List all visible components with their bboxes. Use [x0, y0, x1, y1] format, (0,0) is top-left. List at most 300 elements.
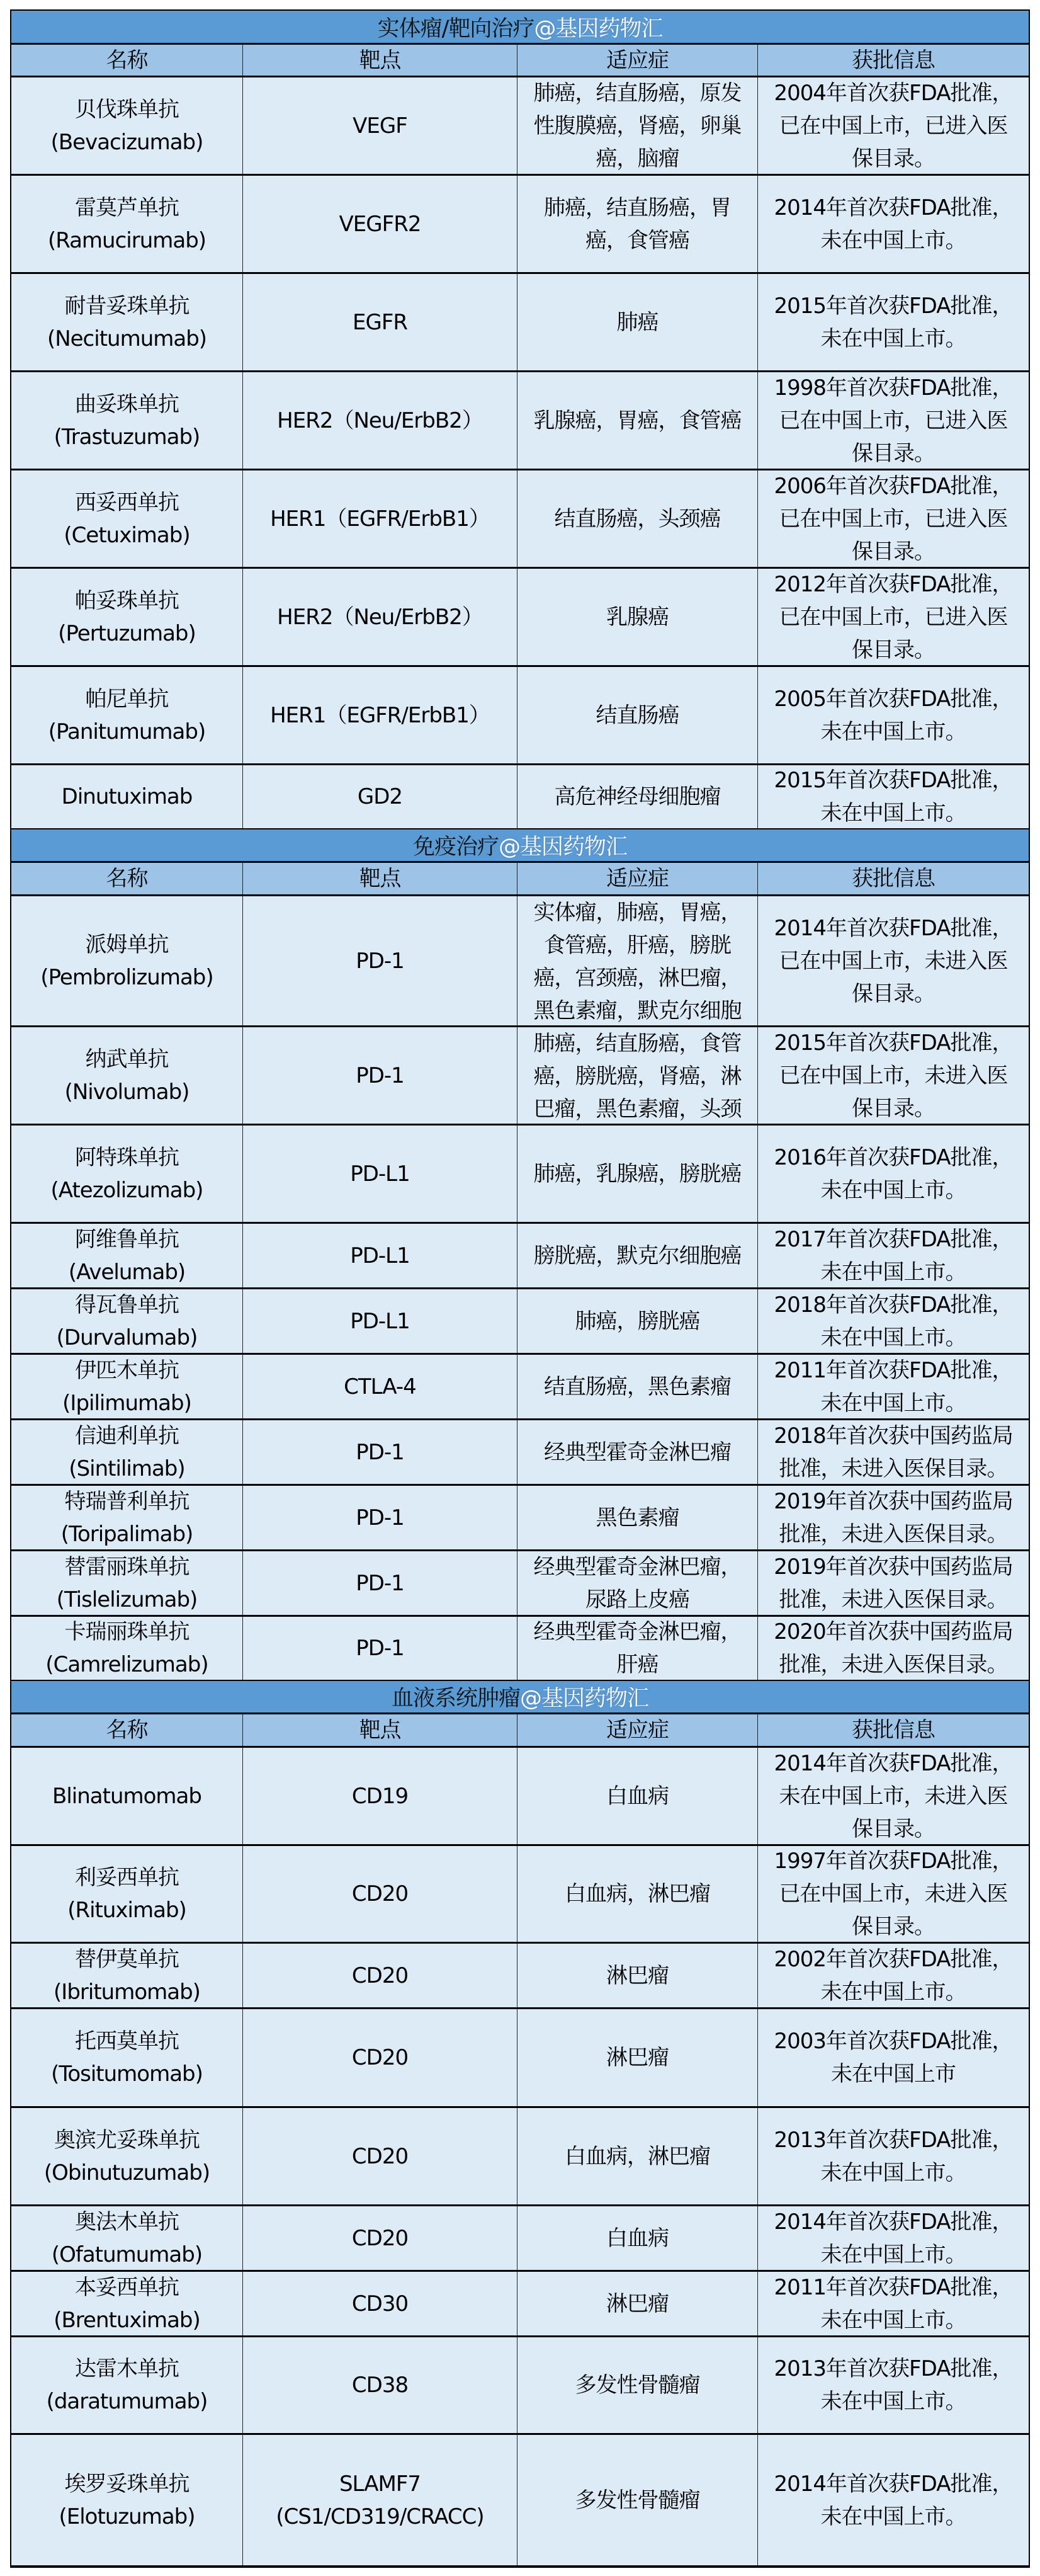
- cell-text-line: 2013年首次获FDA批准，: [774, 2356, 1013, 2381]
- indication-cell: [517, 1551, 757, 1615]
- name-cell: [11, 2206, 242, 2270]
- approval-cell: [757, 372, 1029, 469]
- watermark-text: @基因药物汇: [499, 835, 628, 860]
- name-cell: [11, 1846, 242, 1942]
- cell-text-line: 未在中国上市。: [820, 2307, 966, 2333]
- cell-text-line: 2006年首次获FDA批准，: [774, 473, 1013, 499]
- cell-text-line: 保目录。: [852, 1914, 935, 1939]
- cell-text-line: 淋巴瘤: [606, 2045, 669, 2070]
- indication-cell: [517, 372, 757, 469]
- cell-text-line: (Necitumumab): [47, 326, 207, 351]
- name-cell: [11, 1486, 242, 1549]
- cell-text-line: 2016年首次获FDA批准，: [774, 1144, 1013, 1170]
- target-cell: [242, 896, 517, 1025]
- table-row: [11, 1615, 1029, 1680]
- cell-text-line: PD-L1: [350, 1243, 410, 1268]
- target-cell: [242, 1617, 517, 1680]
- table-row: [11, 2433, 1029, 2565]
- table-section: [11, 828, 1029, 1680]
- indication-cell: [517, 1355, 757, 1418]
- cell-text-line: 未在中国上市。: [820, 1259, 966, 1285]
- watermark-text: @基因药物汇: [534, 16, 663, 42]
- approval-cell: [757, 2206, 1029, 2270]
- cell-text-line: 2014年首次获FDA批准，: [774, 1750, 1013, 1776]
- cell-text-line: 肺癌，膀胱癌: [575, 1308, 700, 1334]
- cell-text-line: 阿维鲁单抗: [75, 1226, 179, 1252]
- cell-text-line: 2020年首次获中国药监局: [774, 1619, 1013, 1644]
- cell-text-line: VEGF: [353, 113, 407, 139]
- cell-text-line: 保目录。: [852, 637, 935, 663]
- target-cell: [242, 372, 517, 469]
- table-row: [11, 1844, 1029, 1942]
- cell-text-line: (Sintilimab): [69, 1456, 185, 1481]
- cell-text-line: 食管癌，肝癌，膀胱: [544, 933, 731, 958]
- cell-text-line: (daratumumab): [46, 2389, 208, 2414]
- column-header: 获批信息: [757, 863, 1029, 894]
- cell-text-line: 经典型霍奇金淋巴瘤: [544, 1439, 731, 1465]
- table-row: [11, 1025, 1029, 1124]
- name-cell: [11, 372, 242, 469]
- name-cell: [11, 1944, 242, 2007]
- cell-text-line: 2015年首次获FDA批准，: [774, 1030, 1013, 1056]
- name-cell: [11, 1420, 242, 1484]
- cell-text-line: HER1（EGFR/ErbB1）: [270, 702, 490, 728]
- cell-text-line: 未在中国上市。: [820, 326, 966, 351]
- name-cell: [11, 77, 242, 174]
- name-cell: [11, 274, 242, 370]
- table-row: [11, 2204, 1029, 2270]
- approval-cell: [757, 1355, 1029, 1418]
- cell-text-line: 保目录。: [852, 145, 935, 171]
- name-cell: [11, 1748, 242, 1844]
- table-bottom-border: [11, 2565, 1029, 2568]
- cell-text-line: 膀胱癌，默克尔细胞癌: [533, 1243, 742, 1268]
- table-row: [11, 1222, 1029, 1287]
- target-cell: [242, 176, 517, 272]
- table-row: [11, 1124, 1029, 1222]
- indication-cell: [517, 2009, 757, 2106]
- cell-text-line: 经典型霍奇金淋巴瘤，: [533, 1619, 742, 1644]
- cell-text-line: 未在中国上市: [831, 2061, 956, 2087]
- cell-text-line: 癌，食管癌: [585, 227, 689, 253]
- indication-cell: [517, 1126, 757, 1222]
- indication-cell: [517, 1617, 757, 1680]
- cell-text-line: 2014年首次获FDA批准，: [774, 915, 1013, 941]
- name-cell: [11, 2337, 242, 2433]
- cell-text-line: 高危神经母细胞瘤: [554, 784, 721, 809]
- cell-text-line: 保目录。: [852, 539, 935, 564]
- approval-cell: [757, 274, 1029, 370]
- cell-text-line: 肺癌，结直肠癌，食管: [533, 1031, 742, 1056]
- cell-text-line: (Camrelizumab): [45, 1652, 208, 1677]
- target-cell: [242, 1289, 517, 1353]
- indication-cell: [517, 1846, 757, 1942]
- table-row: [11, 174, 1029, 272]
- name-cell: [11, 1224, 242, 1287]
- table-section: [11, 9, 1029, 828]
- cell-text-line: 本妥西单抗: [75, 2274, 179, 2300]
- cell-text-line: 批准，未进入医保目录。: [779, 1652, 1008, 1677]
- column-header: 适应症: [517, 863, 757, 894]
- cell-text-line: (CS1/CD319/CRACC): [276, 2504, 484, 2529]
- indication-cell: [517, 274, 757, 370]
- cell-text-line: 癌，脑瘤: [596, 145, 679, 171]
- column-header: 适应症: [517, 45, 757, 76]
- cell-text-line: 淋巴瘤: [606, 2291, 669, 2317]
- target-cell: [242, 274, 517, 370]
- cell-text-line: 巴瘤，黑色素瘤，头颈: [533, 1097, 742, 1122]
- approval-cell: [757, 1944, 1029, 2007]
- cell-text-line: HER2（Neu/ErbB2）: [277, 604, 483, 630]
- cell-text-line: 已在中国上市，已进入医: [779, 506, 1008, 532]
- cell-text-line: CTLA-4: [344, 1374, 416, 1399]
- cell-text-line: PD-1: [356, 948, 404, 974]
- target-cell: [242, 2435, 517, 2565]
- cell-text-line: CD38: [351, 2373, 409, 2398]
- table-row: [11, 1942, 1029, 2007]
- cell-text-line: 批准，未进入医保目录。: [779, 1521, 1008, 1547]
- cell-text-line: 2014年首次获FDA批准，: [774, 195, 1013, 220]
- approval-cell: [757, 2337, 1029, 2433]
- table-row: [11, 2106, 1029, 2204]
- target-cell: [242, 1126, 517, 1222]
- target-cell: [242, 470, 517, 567]
- cell-text-line: (Rituximab): [67, 1898, 186, 1923]
- approval-cell: [757, 2009, 1029, 2106]
- cell-text-line: (Trastuzumab): [54, 424, 200, 450]
- table-row: [11, 2270, 1029, 2335]
- cell-text-line: (Ipilimumab): [62, 1390, 191, 1416]
- cell-text-line: Dinutuximab: [61, 784, 193, 809]
- approval-cell: [757, 1027, 1029, 1124]
- approval-cell: [757, 2435, 1029, 2565]
- cell-text-line: 奥滨尤妥珠单抗: [54, 2127, 200, 2153]
- cell-text-line: 2003年首次获FDA批准，: [774, 2029, 1013, 2054]
- cell-text-line: 纳武单抗: [85, 1046, 169, 1072]
- target-cell: [242, 77, 517, 174]
- section-title-text: 免疫治疗: [412, 835, 499, 860]
- cell-text-line: 肺癌，结直肠癌，原发: [533, 80, 742, 106]
- table-row: [11, 1549, 1029, 1615]
- approval-cell: [757, 1846, 1029, 1942]
- target-cell: [242, 667, 517, 763]
- table-row: [11, 1484, 1029, 1549]
- approval-cell: [757, 2272, 1029, 2335]
- target-cell: [242, 1355, 517, 1418]
- cell-text-line: 乳腺癌: [606, 604, 669, 630]
- cell-text-line: PD-1: [356, 1439, 404, 1465]
- table-row: [11, 894, 1029, 1025]
- cell-text-line: 未在中国上市。: [820, 801, 966, 826]
- name-cell: [11, 569, 242, 665]
- cell-text-line: 已在中国上市，未进入医: [779, 1063, 1008, 1088]
- cell-text-line: 2012年首次获FDA批准，: [774, 571, 1013, 597]
- approval-cell: [757, 1126, 1029, 1222]
- cell-text-line: 未在中国上市。: [820, 2242, 966, 2267]
- cell-text-line: 白血病: [606, 2225, 669, 2251]
- section-title: [11, 828, 1029, 861]
- cell-text-line: 奥法木单抗: [75, 2209, 179, 2235]
- approval-cell: [757, 896, 1029, 1025]
- name-cell: [11, 470, 242, 567]
- name-cell: [11, 2108, 242, 2204]
- cell-text-line: 2014年首次获FDA批准，: [774, 2209, 1013, 2235]
- cell-text-line: 肺癌，结直肠癌，胃: [544, 195, 731, 220]
- cell-text-line: 2015年首次获FDA批准，: [774, 293, 1013, 319]
- cell-text-line: CD20: [351, 2143, 409, 2169]
- cell-text-line: 黑色素瘤: [596, 1505, 679, 1530]
- cell-text-line: 帕妥珠单抗: [75, 588, 179, 613]
- column-header: 靶点: [242, 863, 517, 894]
- target-cell: [242, 1748, 517, 1844]
- name-cell: [11, 765, 242, 828]
- cell-text-line: PD-1: [356, 1505, 404, 1530]
- cell-text-line: 癌，宫颈癌，淋巴瘤，: [533, 966, 742, 991]
- target-cell: [242, 569, 517, 665]
- indication-cell: [517, 569, 757, 665]
- table-row: [11, 1746, 1029, 1844]
- cell-text-line: 2014年首次获FDA批准，: [774, 2471, 1013, 2497]
- cell-text-line: 2002年首次获FDA批准，: [774, 1946, 1013, 1972]
- cell-text-line: 已在中国上市，未进入医: [779, 948, 1008, 974]
- cell-text-line: 未在中国上市。: [820, 2389, 966, 2414]
- section-title: [11, 9, 1029, 43]
- table-row: [11, 370, 1029, 469]
- cell-text-line: 替雷丽珠单抗: [64, 1554, 189, 1580]
- approval-cell: [757, 77, 1029, 174]
- cell-text-line: 批准，未进入医保目录。: [779, 1456, 1008, 1481]
- cell-text-line: 肝癌: [616, 1652, 658, 1677]
- cell-text-line: 特瑞普利单抗: [64, 1488, 189, 1514]
- indication-cell: [517, 1944, 757, 2007]
- name-cell: [11, 2272, 242, 2335]
- cell-text-line: HER1（EGFR/ErbB1）: [270, 506, 490, 532]
- table-row: [11, 2335, 1029, 2433]
- approval-cell: [757, 1420, 1029, 1484]
- cell-text-line: (Durvalumab): [56, 1325, 198, 1350]
- name-cell: [11, 176, 242, 272]
- approval-cell: [757, 2108, 1029, 2204]
- table-row: [11, 1418, 1029, 1484]
- watermark-text: @基因药物汇: [520, 1686, 649, 1711]
- cell-text-line: 肺癌: [616, 309, 658, 335]
- cell-text-line: 结直肠癌: [596, 702, 679, 728]
- indication-cell: [517, 1748, 757, 1844]
- cell-text-line: (Tositumomab): [51, 2061, 203, 2087]
- column-header: 名称: [106, 866, 148, 891]
- indication-cell: [517, 2435, 757, 2565]
- column-header-row: [11, 43, 1029, 76]
- table-row: [11, 763, 1029, 828]
- cell-text-line: 多发性骨髓瘤: [575, 2487, 700, 2513]
- cell-text-line: 白血病，淋巴瘤: [565, 1881, 710, 1906]
- cell-text-line: 利妥西单抗: [75, 1865, 179, 1890]
- cell-text-line: CD20: [351, 2225, 409, 2251]
- cell-text-line: 2011年首次获FDA批准，: [774, 2274, 1013, 2300]
- cell-text-line: 贝伐珠单抗: [75, 96, 179, 122]
- indication-cell: [517, 1289, 757, 1353]
- indication-cell: [517, 1224, 757, 1287]
- cell-text-line: 托西莫单抗: [75, 2029, 179, 2054]
- indication-cell: [517, 667, 757, 763]
- cell-text-line: PD-1: [356, 1636, 404, 1661]
- target-cell: [242, 765, 517, 828]
- section-title-text: 实体瘤/靶向治疗: [377, 16, 534, 42]
- cell-text-line: 已在中国上市，已进入医: [779, 407, 1008, 433]
- cell-text-line: 实体瘤，肺癌，胃癌，: [533, 900, 742, 925]
- indication-cell: [517, 1027, 757, 1124]
- table-row: [11, 2007, 1029, 2106]
- cell-text-line: 结直肠癌，头颈癌: [554, 506, 721, 532]
- cell-text-line: 2018年首次获FDA批准，: [774, 1292, 1013, 1318]
- section-title-text: 血液系统肿瘤: [391, 1686, 520, 1711]
- cell-text-line: (Elotuzumab): [59, 2504, 195, 2529]
- cell-text-line: 2019年首次获中国药监局: [774, 1488, 1013, 1514]
- cell-text-line: 曲妥珠单抗: [75, 391, 179, 417]
- column-header: 获批信息: [757, 1714, 1029, 1746]
- cell-text-line: VEGFR2: [339, 211, 421, 237]
- approval-cell: [757, 1224, 1029, 1287]
- cell-text-line: 2019年首次获中国药监局: [774, 1554, 1013, 1580]
- cell-text-line: 耐昔妥珠单抗: [64, 293, 189, 319]
- indication-cell: [517, 2272, 757, 2335]
- approval-cell: [757, 667, 1029, 763]
- cell-text-line: Blinatumomab: [52, 1783, 201, 1809]
- cell-text-line: 保目录。: [852, 1816, 935, 1842]
- cell-text-line: 未在中国上市。: [820, 2160, 966, 2186]
- cell-text-line: 尿路上皮癌: [585, 1587, 689, 1612]
- cell-text-line: 2005年首次获FDA批准，: [774, 686, 1013, 712]
- indication-cell: [517, 2337, 757, 2433]
- column-header: 名称: [106, 47, 148, 73]
- cell-text-line: (Ramucirumab): [47, 227, 206, 253]
- approval-cell: [757, 569, 1029, 665]
- cell-text-line: SLAMF7: [339, 2471, 421, 2497]
- cell-text-line: PD-1: [356, 1063, 404, 1088]
- cell-text-line: 未在中国上市，未进入医: [779, 1783, 1008, 1809]
- cell-text-line: 保目录。: [852, 440, 935, 466]
- cell-text-line: 帕尼单抗: [85, 686, 169, 712]
- cell-text-line: 白血病，淋巴瘤: [565, 2143, 710, 2169]
- cell-text-line: 2004年首次获FDA批准，: [774, 80, 1013, 106]
- column-header: 获批信息: [757, 45, 1029, 76]
- column-header: 名称: [106, 1718, 148, 1743]
- indication-cell: [517, 77, 757, 174]
- cell-text-line: CD20: [351, 1881, 409, 1906]
- cell-text-line: (Brentuximab): [54, 2307, 200, 2333]
- cell-text-line: 淋巴瘤: [606, 1963, 669, 1988]
- name-cell: [11, 1027, 242, 1124]
- table-row: [11, 567, 1029, 665]
- target-cell: [242, 2009, 517, 2106]
- cell-text-line: 未在中国上市。: [820, 2504, 966, 2529]
- cell-text-line: 西妥西单抗: [75, 489, 179, 515]
- cell-text-line: 雷莫芦单抗: [75, 195, 179, 220]
- name-cell: [11, 1355, 242, 1418]
- approval-cell: [757, 1486, 1029, 1549]
- cell-text-line: CD20: [351, 2045, 409, 2070]
- target-cell: [242, 2206, 517, 2270]
- cell-text-line: (Tislelizumab): [56, 1587, 198, 1612]
- cell-text-line: 已在中国上市，已进入医: [779, 604, 1008, 630]
- approval-cell: [757, 765, 1029, 828]
- name-cell: [11, 896, 242, 1025]
- cell-text-line: (Nivolumab): [64, 1079, 189, 1105]
- column-header-row: [11, 861, 1029, 894]
- cell-text-line: PD-L1: [350, 1308, 410, 1334]
- indication-cell: [517, 470, 757, 567]
- table-row: [11, 272, 1029, 370]
- indication-cell: [517, 1486, 757, 1549]
- indication-cell: [517, 2108, 757, 2204]
- cell-text-line: 已在中国上市，未进入医: [779, 1881, 1008, 1906]
- cell-text-line: (Toripalimab): [60, 1521, 193, 1547]
- cell-text-line: 经典型霍奇金淋巴瘤，: [533, 1554, 742, 1580]
- cell-text-line: 未在中国上市。: [820, 1325, 966, 1350]
- cell-text-line: CD30: [351, 2291, 409, 2317]
- cell-text-line: 阿特珠单抗: [75, 1144, 179, 1170]
- approval-cell: [757, 470, 1029, 567]
- cell-text-line: 黑色素瘤，默克尔细胞: [533, 998, 742, 1023]
- cell-text-line: 1998年首次获FDA批准，: [774, 375, 1013, 401]
- target-cell: [242, 1420, 517, 1484]
- table-section: [11, 1680, 1029, 2565]
- cell-text-line: 伊匹木单抗: [75, 1357, 179, 1383]
- column-header: 适应症: [517, 1714, 757, 1746]
- cell-text-line: 2013年首次获FDA批准，: [774, 2127, 1013, 2153]
- cell-text-line: 达雷木单抗: [75, 2356, 179, 2381]
- cell-text-line: (Ofatumumab): [51, 2242, 203, 2267]
- cell-text-line: 替伊莫单抗: [75, 1946, 179, 1972]
- table-row: [11, 1353, 1029, 1418]
- indication-cell: [517, 176, 757, 272]
- cell-text-line: 乳腺癌，胃癌，食管癌: [533, 407, 742, 433]
- target-cell: [242, 1551, 517, 1615]
- target-cell: [242, 1486, 517, 1549]
- cell-text-line: (Obinutuzumab): [43, 2160, 210, 2186]
- cell-text-line: 未在中国上市。: [820, 1390, 966, 1416]
- cell-text-line: (Cetuximab): [64, 522, 190, 548]
- name-cell: [11, 2435, 242, 2565]
- cell-text-line: (Ibritumomab): [54, 1979, 200, 2005]
- approval-cell: [757, 1617, 1029, 1680]
- cell-text-line: 已在中国上市，已进入医: [779, 113, 1008, 139]
- target-cell: [242, 1944, 517, 2007]
- cell-text-line: 批准，未进入医保目录。: [779, 1587, 1008, 1612]
- name-cell: [11, 667, 242, 763]
- approval-cell: [757, 176, 1029, 272]
- cell-text-line: EGFR: [352, 309, 407, 335]
- table-row: [11, 469, 1029, 567]
- cell-text-line: GD2: [357, 784, 403, 809]
- cell-text-line: 未在中国上市。: [820, 1979, 966, 2005]
- cell-text-line: 结直肠癌，黑色素瘤: [544, 1374, 731, 1399]
- indication-cell: [517, 765, 757, 828]
- cell-text-line: 2017年首次获FDA批准，: [774, 1226, 1013, 1252]
- column-header-row: [11, 1713, 1029, 1746]
- name-cell: [11, 1551, 242, 1615]
- indication-cell: [517, 896, 757, 1025]
- cell-text-line: 未在中国上市。: [820, 227, 966, 253]
- cell-text-line: 白血病: [606, 1783, 669, 1809]
- column-header: 靶点: [242, 1714, 517, 1746]
- cell-text-line: (Pertuzumab): [58, 620, 196, 646]
- indication-cell: [517, 1420, 757, 1484]
- table-row: [11, 665, 1029, 763]
- cell-text-line: 保目录。: [852, 981, 935, 1006]
- cell-text-line: (Pembrolizumab): [40, 964, 213, 990]
- cell-text-line: CD19: [351, 1783, 409, 1809]
